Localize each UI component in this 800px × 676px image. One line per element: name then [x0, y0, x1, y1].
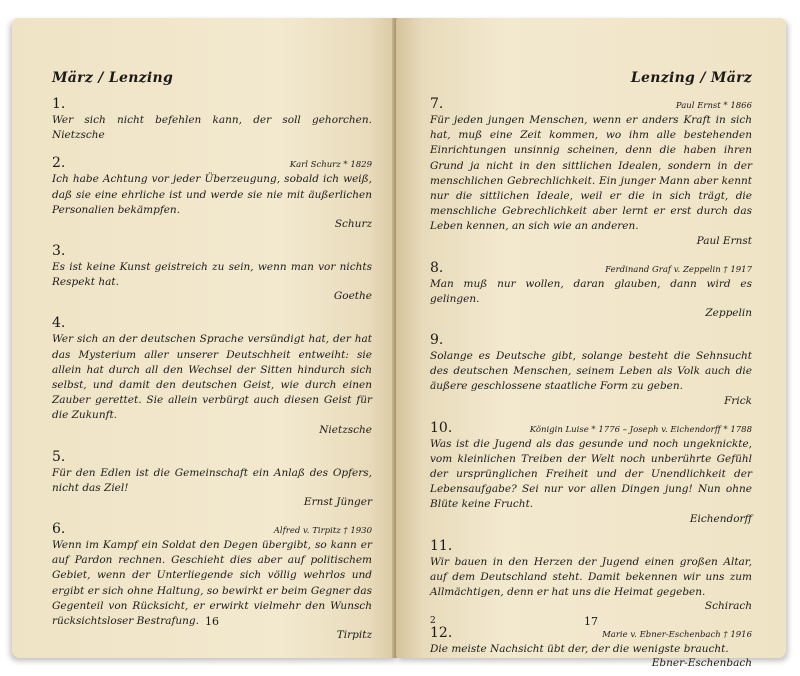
quote-entry — [52, 96, 372, 143]
entry-header — [430, 260, 752, 277]
quote-entry — [52, 243, 372, 303]
entry-number: 3. — [52, 243, 66, 260]
quote-text: Wer sich nicht befehlen kann, der soll gehorchen. Nietzsche — [52, 114, 372, 142]
right-entries — [430, 96, 752, 670]
quote-attribution: Schirach — [704, 600, 752, 613]
running-head-right: Lenzing / März — [630, 70, 752, 86]
quote-entry — [52, 315, 372, 436]
quote-text: Es ist keine Kunst geistreich zu sein, wenn man vor nichts Respekt hat. — [52, 261, 372, 289]
entry-author-date: Ferdinand Graf v. Zeppelin † 1917 — [605, 264, 752, 275]
quote-entry — [52, 155, 372, 231]
quote-entry — [52, 449, 372, 509]
quote-text: Wenn im Kampf ein Soldat den Degen übergibt, so kann er auf Pardon rechnen. Geschieht dies aber auf politischem Gebiet, wenn der Unterliegende sich völlig wehrlos und ergibt er sich ohne Haltung, so bewirkt er beim Gegner das Gegenteil von Rücksicht, er erwirkt vielmehr den Wunsch rücksichtsloser Bestrafung. — [52, 539, 372, 628]
running-head-left: März / Lenzing — [52, 70, 174, 86]
entry-number: 11. — [430, 537, 453, 554]
entry-author-date: Karl Schurz * 1829 — [289, 160, 372, 171]
entry-number: 10. — [430, 419, 453, 436]
quote-text: Ich habe Achtung vor jeder Überzeugung, sobald ich weiß, daß sie eine ehrliche ist und werde sie nie mit äußerlichen Personalien bekämpfen. — [52, 173, 372, 216]
quote-entry — [430, 538, 752, 614]
entry-number: 9. — [430, 332, 444, 349]
page-number-left: 16 — [205, 615, 219, 628]
left-page — [12, 18, 398, 658]
entry-number: 6. — [52, 521, 66, 538]
quote-attribution: Tirpitz — [336, 629, 372, 642]
quote-entry — [430, 96, 752, 248]
entry-number: 5. — [52, 448, 66, 465]
quote-text: Wer sich an der deutschen Sprache versündigt hat, der hat das Mysterium aller unserer Deutschheit entweiht: sie allein hat durch all den Wechsel der Sitten hindurch sich selbst, und damit den deutschen Geist, wie durch einen Zauber gerettet. Sie allein verbürgt auch diesen Geist für die Zukunft. — [52, 333, 372, 422]
quote-text: Wir bauen in den Herzen der Jugend einen großen Altar, auf dem Deutschland steht. Damit bekennen wir uns zum Allmächtigen, denn er hat uns die Heimat gegeben. — [430, 555, 752, 599]
entry-number: 8. — [430, 259, 444, 276]
signature-mark: 2 — [430, 616, 436, 626]
quote-entry — [430, 625, 752, 670]
entry-header — [430, 332, 752, 349]
quote-attribution: Paul Ernst — [696, 234, 752, 247]
quote-text: Die meiste Nachsicht übt der, der die wenigste braucht. — [430, 643, 729, 656]
quote-attribution: Goethe — [333, 290, 372, 303]
quote-attribution: Ebner-Eschenbach — [651, 657, 752, 670]
right-page — [396, 18, 786, 670]
entry-header — [52, 449, 372, 466]
entry-number: 4. — [52, 315, 66, 332]
entry-header — [52, 96, 372, 113]
entry-header — [52, 243, 372, 260]
quote-entry — [430, 420, 752, 526]
quote-attribution: Frick — [724, 394, 752, 407]
quote-entry — [430, 332, 752, 408]
entry-header — [52, 315, 372, 332]
left-entries — [52, 96, 372, 642]
entry-header — [52, 521, 372, 538]
quote-text: Solange es Deutsche gibt, solange besteht die Sehnsucht des deutschen Menschen, seinem Leben als Volk auch die äußere geschlossene staatliche Form zu geben. — [430, 350, 752, 393]
entry-number: 7. — [430, 96, 444, 112]
entry-header — [430, 538, 752, 555]
quote-attribution: Ernst Jünger — [303, 496, 372, 509]
entry-header — [52, 155, 372, 172]
entry-author-date: Alfred v. Tirpitz † 1930 — [273, 526, 372, 537]
quote-text: Was ist die Jugend als das gesunde und noch ungeknickte, vom kleinlichen Treiben der Welt noch unberührte Gefühl der ursprünglichen Freiheit und der Unendlichkeit der Lebensaufgabe? Sei nur vor allen Dingen jung! Nun ohne Blüte keine Frucht. — [430, 437, 752, 511]
entry-author-date: Marie v. Ebner-Eschenbach † 1916 — [602, 630, 752, 641]
entry-header — [430, 420, 752, 437]
quote-text: Für jeden jungen Menschen, wenn er anders Kraft in sich hat, muß eine Zeit kommen, wo ihm alle bestehenden Einrichtungen unsinnig scheinen, denn die haben ihren Grund ja nicht in den sittlichen Idealen, sondern in der menschlichen Gebrechlichkeit. Ein junger Mann aber kennt nur die sittlichen Ideale, weil er die in sich trägt, die menschliche Gebrechlichkeit aber lernt er erst durch das Leben kennen, an sich wie an anderen. — [430, 114, 752, 233]
entry-header — [430, 96, 752, 113]
entry-number: 12. — [430, 625, 453, 642]
quote-attribution: Zeppelin — [705, 307, 752, 320]
quote-entry — [430, 260, 752, 320]
open-book — [10, 18, 790, 670]
quote-attribution: Nietzsche — [319, 423, 372, 436]
entry-author-date: Königin Luise * 1776 – Joseph v. Eichendorff * 1788 — [529, 424, 752, 435]
quote-attribution: Eichendorff — [689, 512, 752, 525]
quote-text: Für den Edlen ist die Gemeinschaft ein Anlaß des Opfers, nicht das Ziel! — [52, 466, 372, 494]
entry-author-date: Paul Ernst * 1866 — [675, 101, 752, 111]
page-number-right: 17 — [584, 615, 598, 628]
entry-number: 2. — [52, 155, 66, 172]
quote-text: Man muß nur wollen, daran glauben, dann wird es gelingen. — [430, 277, 752, 305]
entry-number: 1. — [52, 96, 66, 112]
quote-attribution: Schurz — [334, 218, 372, 231]
